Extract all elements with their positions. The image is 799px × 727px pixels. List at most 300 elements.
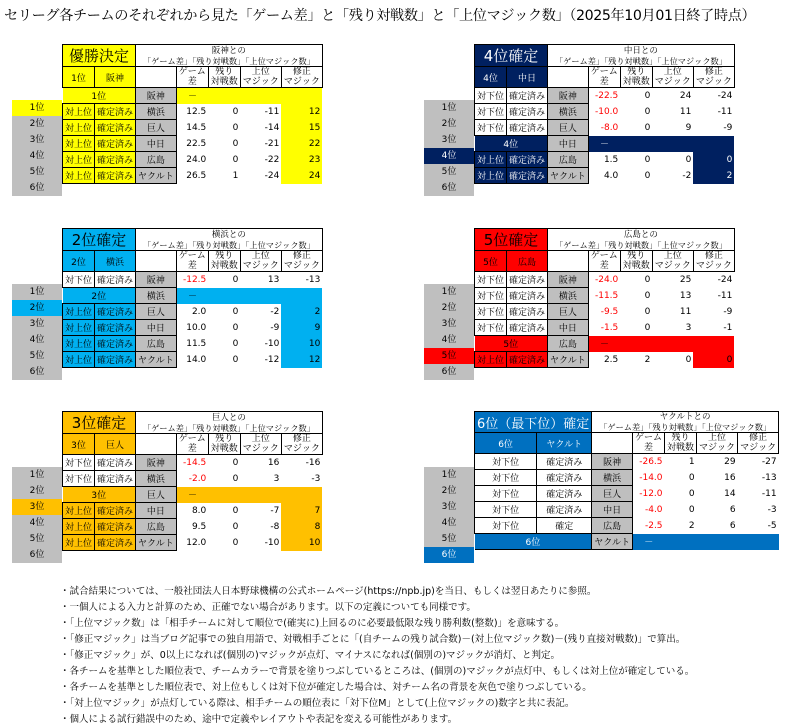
rank-label: 6位 — [12, 364, 62, 380]
blank-cell — [548, 67, 589, 88]
confirm: 確定済み — [95, 336, 136, 352]
remaining: 0 — [688, 488, 695, 499]
game-diff: － — [633, 534, 665, 550]
note-line: ・個人による試行錯誤中のため、途中で定義やレイアウトや表記を変える可能性があります。 — [60, 714, 458, 725]
team-rank: 1位 — [63, 67, 95, 88]
upper-magic: 0 — [685, 154, 692, 165]
status-badge: 優勝決定 — [63, 45, 136, 67]
game-diff: -4.0 — [644, 504, 663, 515]
rank-label: 2位 — [424, 300, 474, 316]
game-diff: 11.5 — [186, 338, 207, 349]
row-team: 阪神 — [548, 272, 589, 288]
caption-line-1: 広島との — [623, 229, 658, 240]
note-line: ・「修正マジック」が、0以上になれば(個別の)マジックが点灯、マイナスになれば(個別の)マジックが消灯、と判定。 — [60, 650, 561, 661]
col-header-rev_magic — [281, 434, 322, 455]
table-row — [475, 470, 779, 486]
empty-cell — [281, 487, 322, 503]
col-header-line: 対戦数 — [667, 443, 695, 453]
col-header-upper_magic — [240, 67, 281, 88]
rank-label: 2位 — [12, 483, 62, 499]
rev-magic: -1 — [723, 322, 733, 333]
remaining: 0 — [232, 138, 239, 149]
empty-cell — [281, 88, 322, 104]
remaining: 2 — [644, 354, 651, 365]
remaining: 0 — [232, 338, 239, 349]
upper-magic: -11 — [264, 106, 280, 117]
game-diff: 14.0 — [186, 354, 207, 365]
empty-cell — [652, 336, 693, 352]
standings-table — [62, 44, 323, 184]
col-header-line: ゲーム — [178, 251, 206, 261]
remaining: 0 — [644, 306, 651, 317]
empty-cell — [208, 288, 240, 304]
team-rank: 6位 — [475, 433, 537, 454]
rank-label: 6位 — [12, 180, 62, 196]
game-diff: － — [588, 336, 620, 352]
table-row — [63, 519, 323, 535]
rank-label: 4位 — [12, 515, 62, 531]
rank-label: 3位 — [424, 316, 474, 332]
remaining: 0 — [232, 537, 239, 548]
confirm: 確定済み — [95, 272, 136, 288]
team-name: 巨人 — [95, 434, 136, 455]
confirm: 確定済み — [95, 120, 136, 136]
table-row — [475, 136, 735, 152]
note-line: ・各チームを基準とした順位表で、チームカラーで背景を塗りつぶしているところは、(個別の)マジックが点灯中、もしくは対上位が確定している。 — [60, 666, 695, 677]
relation: 対上位 — [63, 120, 95, 136]
col-header-line: 差 — [187, 444, 197, 454]
game-diff: 10.0 — [186, 322, 207, 333]
table-row — [63, 152, 323, 168]
empty-cell — [281, 288, 322, 304]
col-header-line: 差 — [644, 443, 654, 453]
table-row — [475, 272, 735, 288]
upper-magic: 9 — [685, 122, 692, 133]
empty-cell — [208, 88, 240, 104]
empty-cell — [665, 534, 697, 550]
rev-magic: 15 — [281, 120, 322, 136]
relation: 対上位 — [63, 152, 95, 168]
caption-line-1: 阪神との — [211, 45, 246, 56]
table-row — [63, 104, 323, 120]
col-header-line: マジック — [242, 261, 279, 271]
rank-label: 5位 — [12, 531, 62, 547]
relation: 対上位 — [63, 535, 95, 551]
col-header-line: 上位 — [251, 67, 270, 77]
col-header-upper_magic — [240, 434, 281, 455]
confirm: 確定済み — [507, 104, 548, 120]
relation: 対下位 — [475, 304, 507, 320]
remaining: 0 — [688, 504, 695, 515]
table-row — [475, 120, 735, 136]
empty-cell — [620, 336, 652, 352]
confirm: 確定済み — [95, 471, 136, 487]
upper-magic: 11 — [679, 106, 692, 117]
table-caption — [136, 45, 323, 67]
col-header-line: マジック — [695, 261, 732, 271]
row-team: 中日 — [548, 136, 589, 152]
col-header-line: 修正 — [749, 433, 768, 443]
col-header-line: マジック — [242, 444, 279, 454]
col-header-remaining — [620, 67, 652, 88]
remaining: 1 — [688, 456, 695, 467]
empty-cell — [240, 288, 281, 304]
upper-magic: 29 — [724, 456, 736, 467]
col-header-game_diff — [176, 67, 208, 88]
col-header-line: マジック — [242, 77, 279, 87]
rev-magic: -3 — [767, 504, 777, 515]
table-row — [475, 336, 735, 352]
table-row — [475, 304, 735, 320]
game-diff: 2.5 — [603, 354, 619, 365]
col-header-game_diff — [176, 434, 208, 455]
table-row — [63, 288, 323, 304]
remaining: 0 — [232, 306, 239, 317]
rev-magic: -16 — [305, 457, 321, 468]
game-diff: 26.5 — [186, 170, 207, 181]
row-team: 阪神 — [592, 454, 633, 470]
table-row — [63, 320, 323, 336]
table-caption — [136, 229, 323, 251]
col-header-game_diff — [588, 251, 620, 272]
rank-label: 6位 — [424, 364, 474, 380]
caption-line-2: 「ゲーム差」「残り対戦数」「上位マジック数」 — [142, 239, 315, 250]
rank-label: 5位 — [424, 164, 474, 180]
confirm: 確定済み — [95, 455, 136, 471]
rank-label: 4位 — [12, 332, 62, 348]
upper-magic: 3 — [685, 322, 692, 333]
col-header-rev_magic — [738, 433, 779, 454]
self-rank: 4位 — [475, 136, 548, 152]
confirm: 確定済み — [507, 288, 548, 304]
relation: 対下位 — [475, 454, 537, 470]
row-team: 阪神 — [548, 88, 589, 104]
row-team: 巨人 — [136, 487, 177, 503]
caption-line-1: 巨人との — [211, 412, 246, 423]
table-row — [475, 518, 779, 534]
remaining: 0 — [232, 322, 239, 333]
relation: 対上位 — [475, 168, 507, 184]
remaining: 0 — [232, 473, 239, 484]
row-team: 阪神 — [136, 88, 177, 104]
confirm: 確定済み — [507, 88, 548, 104]
game-diff: － — [176, 88, 208, 104]
upper-magic: 16 — [267, 457, 280, 468]
rev-magic: -24 — [717, 274, 733, 285]
game-diff: 24.0 — [186, 154, 207, 165]
col-header-rev_magic — [281, 67, 322, 88]
col-header-line: 対戦数 — [622, 77, 650, 87]
row-team: 巨人 — [548, 304, 589, 320]
rev-magic: 0 — [693, 352, 734, 368]
relation: 対上位 — [63, 168, 95, 184]
empty-cell — [652, 136, 693, 152]
col-header-remaining — [665, 433, 697, 454]
relation: 対下位 — [475, 470, 537, 486]
col-header-line: 上位 — [663, 251, 682, 261]
row-team: 阪神 — [136, 272, 177, 288]
remaining: 0 — [688, 472, 695, 483]
upper-magic: -10 — [264, 338, 280, 349]
rev-magic: 24 — [281, 168, 322, 184]
standings-table — [474, 44, 735, 184]
table-row — [63, 120, 323, 136]
relation: 対上位 — [63, 519, 95, 535]
confirm: 確定 — [537, 518, 592, 534]
confirm: 確定済み — [507, 320, 548, 336]
note-line: ・一個人による入力と計算のため、正確でない場合があります。以下の定義についても同様です。 — [60, 602, 476, 613]
col-header-line: 差 — [187, 77, 197, 87]
upper-magic: 6 — [729, 504, 736, 515]
rev-magic: 23 — [281, 152, 322, 168]
row-team: 広島 — [136, 519, 177, 535]
blank-cell — [548, 251, 589, 272]
upper-magic: 0 — [685, 354, 692, 365]
remaining: 0 — [232, 521, 239, 532]
caption-line-2: 「ゲーム差」「残り対戦数」「上位マジック数」 — [554, 55, 727, 66]
confirm: 確定済み — [95, 503, 136, 519]
col-header-line: マジック — [699, 443, 736, 453]
row-team: 広島 — [136, 152, 177, 168]
status-badge: 3位確定 — [63, 412, 136, 434]
confirm: 確定済み — [537, 486, 592, 502]
rev-magic: 9 — [281, 320, 322, 336]
remaining: 0 — [232, 122, 239, 133]
self-rank: 2位 — [63, 288, 136, 304]
upper-magic: 14 — [724, 488, 736, 499]
confirm: 確定済み — [95, 320, 136, 336]
col-header-line: 差 — [599, 77, 609, 87]
rev-magic: 12 — [281, 104, 322, 120]
caption-line-2: 「ゲーム差」「残り対戦数」「上位マジック数」 — [599, 422, 772, 432]
caption-line-1: ヤクルトとの — [659, 412, 711, 422]
game-diff: 12.5 — [186, 106, 207, 117]
game-diff: -1.5 — [600, 322, 619, 333]
upper-magic: -2 — [682, 170, 692, 181]
confirm: 確定済み — [95, 519, 136, 535]
rev-magic: 7 — [281, 503, 322, 519]
col-header-line: マジック — [654, 261, 691, 271]
game-diff: 1.5 — [603, 154, 619, 165]
rank-label: 6位 — [12, 547, 62, 563]
status-badge: 6位（最下位）確定 — [475, 412, 592, 433]
row-team: ヤクルト — [592, 534, 633, 550]
game-diff: 12.0 — [186, 537, 207, 548]
rank-label: 3位 — [12, 316, 62, 332]
col-header-upper_magic — [240, 251, 281, 272]
game-diff: -10.0 — [594, 106, 619, 117]
rank-label: 1位 — [424, 100, 474, 116]
rank-label: 1位 — [424, 467, 474, 483]
remaining: 0 — [232, 154, 239, 165]
table-caption — [592, 412, 779, 433]
relation: 対上位 — [475, 352, 507, 368]
col-header-line: 修正 — [292, 67, 311, 77]
upper-magic: 3 — [273, 473, 280, 484]
table-row — [475, 320, 735, 336]
col-header-rev_magic — [693, 251, 734, 272]
col-header-line: 上位 — [663, 67, 682, 77]
row-team: 中日 — [136, 503, 177, 519]
confirm: 確定済み — [95, 104, 136, 120]
note-line: ・試合結果については、一般社団法人日本野球機構の公式ホームページ(https://npb.jp)を当日、もしくは翌日あたりに参照。 — [60, 586, 597, 597]
remaining: 0 — [232, 457, 239, 468]
game-diff: -14.0 — [639, 472, 663, 483]
rev-magic: -3 — [311, 473, 321, 484]
rank-label: 1位 — [12, 467, 62, 483]
remaining: 0 — [232, 505, 239, 516]
col-header-game_diff — [633, 433, 665, 454]
table-row — [63, 168, 323, 184]
game-diff: -9.5 — [600, 306, 619, 317]
rank-label: 1位 — [12, 284, 62, 300]
confirm: 確定済み — [537, 470, 592, 486]
rev-magic: 22 — [281, 136, 322, 152]
col-header-line: 対戦数 — [210, 77, 238, 87]
rev-magic: -13 — [761, 472, 777, 483]
empty-cell — [738, 534, 779, 550]
game-diff: － — [588, 136, 620, 152]
note-line: ・「対上位マジック」が点灯している際は、相手チームの順位表に「対下位M」として(上位マジックの)数字と共に表記。 — [60, 698, 575, 709]
note-line: ・「修正マジック」は当ブログ記事での独自用語で、対戦相手ごとに「(自チームの残り試合数)－(対上位マジック数)－(残り直接対戦数)」で算出。 — [60, 634, 686, 645]
relation: 対下位 — [475, 518, 537, 534]
upper-magic: -8 — [270, 521, 280, 532]
table-row — [475, 88, 735, 104]
row-team: ヤクルト — [136, 352, 177, 368]
row-team: 巨人 — [136, 120, 177, 136]
rev-magic: 2 — [693, 168, 734, 184]
row-team: ヤクルト — [548, 352, 589, 368]
confirm: 確定済み — [537, 502, 592, 518]
rev-magic: 10 — [281, 535, 322, 551]
rank-label: 3位 — [424, 499, 474, 515]
rank-label: 4位 — [424, 332, 474, 348]
row-team: 横浜 — [136, 288, 177, 304]
relation: 対下位 — [475, 288, 507, 304]
confirm: 確定済み — [95, 352, 136, 368]
rank-label: 5位 — [12, 348, 62, 364]
self-rank: 3位 — [63, 487, 136, 503]
table-caption — [548, 229, 735, 251]
game-diff: -12.0 — [639, 488, 663, 499]
col-header-line: ゲーム — [635, 433, 663, 443]
relation: 対下位 — [475, 88, 507, 104]
row-team: 阪神 — [136, 455, 177, 471]
note-line: ・各チームを基準とした順位表で、対上位もしくは対下位が確定した場合は、対チーム名の背景を灰色で塗りつぶしている。 — [60, 682, 592, 693]
standings-table — [62, 228, 323, 368]
col-header-rev_magic — [281, 251, 322, 272]
remaining: 0 — [644, 122, 651, 133]
table-row — [63, 487, 323, 503]
team-name: 横浜 — [95, 251, 136, 272]
row-team: 巨人 — [592, 486, 633, 502]
upper-magic: 13 — [267, 274, 280, 285]
self-rank: 1位 — [63, 88, 136, 104]
col-header-line: ゲーム — [590, 67, 618, 77]
table-row — [475, 288, 735, 304]
self-rank: 5位 — [475, 336, 548, 352]
row-team: 横浜 — [592, 470, 633, 486]
team-rank: 3位 — [63, 434, 95, 455]
confirm: 確定済み — [537, 454, 592, 470]
game-diff: － — [176, 487, 208, 503]
relation: 対下位 — [475, 486, 537, 502]
rank-label: 5位 — [424, 348, 474, 364]
confirm: 確定済み — [507, 168, 548, 184]
upper-magic: 16 — [724, 472, 736, 483]
col-header-line: 残り — [215, 434, 234, 444]
game-diff: -11.5 — [594, 290, 619, 301]
rank-label: 3位 — [12, 132, 62, 148]
team-name: 中日 — [507, 67, 548, 88]
table-row — [63, 304, 323, 320]
team-name: 阪神 — [95, 67, 136, 88]
col-header-game_diff — [588, 67, 620, 88]
table-row — [475, 104, 735, 120]
row-team: ヤクルト — [136, 168, 177, 184]
upper-magic: -21 — [264, 138, 280, 149]
col-header-remaining — [620, 251, 652, 272]
table-caption — [548, 45, 735, 67]
confirm: 確定済み — [95, 304, 136, 320]
page-title: セリーグ各チームのそれぞれから見た「ゲーム差」と「残り対戦数」と「上位マジック数」（2025年10月01日終了時点） — [4, 8, 756, 24]
row-team: 横浜 — [548, 104, 589, 120]
col-header-line: 上位 — [251, 251, 270, 261]
row-team: 中日 — [592, 502, 633, 518]
game-diff: 8.0 — [191, 505, 207, 516]
remaining: 0 — [232, 354, 239, 365]
game-diff: -14.5 — [182, 457, 207, 468]
row-team: 広島 — [548, 336, 589, 352]
status-badge: 2位確定 — [63, 229, 136, 251]
rank-label: 2位 — [12, 116, 62, 132]
rev-magic: 8 — [281, 519, 322, 535]
col-header-line: ゲーム — [590, 251, 618, 261]
empty-cell — [693, 136, 734, 152]
rev-magic: -9 — [723, 122, 733, 133]
col-header-remaining — [208, 434, 240, 455]
upper-magic: -10 — [264, 537, 280, 548]
game-diff: -22.5 — [594, 90, 619, 101]
caption-line-2: 「ゲーム差」「残り対戦数」「上位マジック数」 — [142, 55, 315, 66]
confirm: 確定済み — [507, 152, 548, 168]
game-diff: -24.0 — [594, 274, 619, 285]
rank-label: 1位 — [424, 284, 474, 300]
game-diff: -8.0 — [600, 122, 619, 133]
upper-magic: -14 — [264, 122, 280, 133]
col-header-line: 対戦数 — [210, 261, 238, 271]
upper-magic: -22 — [264, 154, 280, 165]
blank-cell — [136, 434, 177, 455]
empty-cell — [693, 336, 734, 352]
row-team: 中日 — [136, 136, 177, 152]
game-diff: 4.0 — [603, 170, 619, 181]
row-team: ヤクルト — [136, 535, 177, 551]
relation: 対下位 — [475, 104, 507, 120]
table-row — [475, 152, 735, 168]
rank-label: 2位 — [12, 300, 62, 316]
rev-magic: 0 — [693, 152, 734, 168]
remaining: 0 — [232, 106, 239, 117]
confirm: 確定済み — [507, 352, 548, 368]
rank-label: 3位 — [12, 499, 62, 515]
upper-magic: 25 — [679, 274, 692, 285]
table-row — [63, 535, 323, 551]
col-header-upper_magic — [652, 67, 693, 88]
table-row — [63, 336, 323, 352]
col-header-upper_magic — [697, 433, 738, 454]
remaining: 0 — [644, 322, 651, 333]
